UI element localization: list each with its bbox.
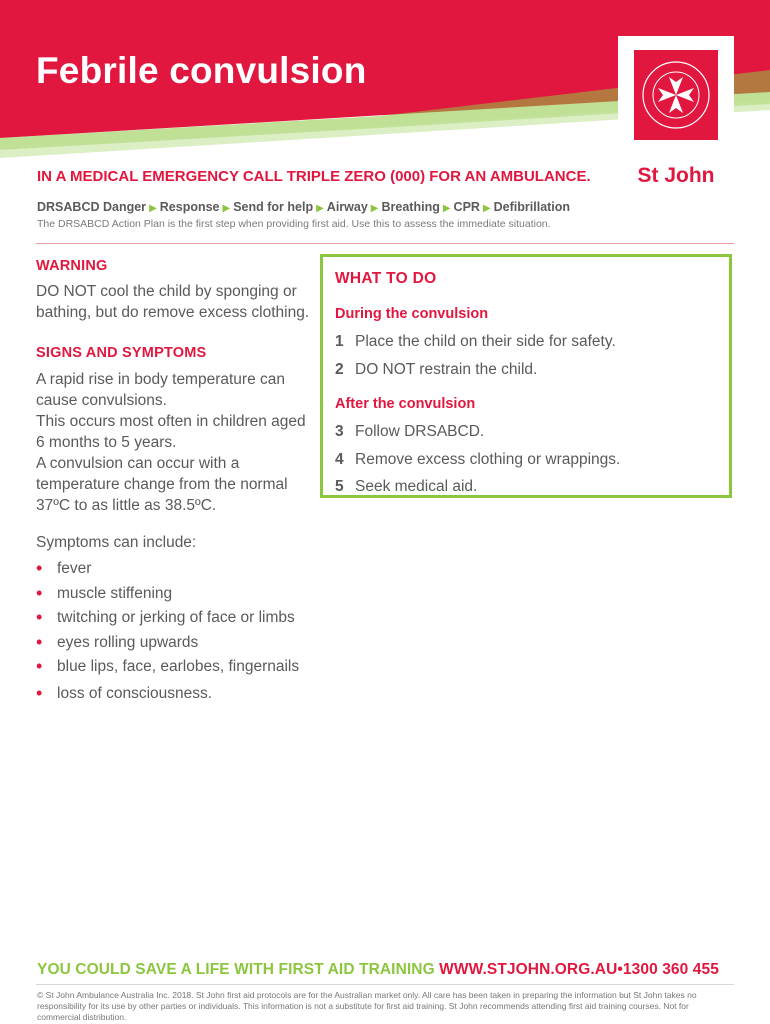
section-divider xyxy=(36,243,734,244)
drsabcd-step: Airway xyxy=(326,200,368,214)
action-step xyxy=(335,333,616,351)
signs-heading: SIGNS AND SYMPTOMS xyxy=(36,345,207,361)
drsabcd-plan xyxy=(37,200,570,214)
signs-paragraph: This occurs most often in children aged 6 months to 5 years. xyxy=(36,413,306,451)
website-link[interactable]: WWW.STJOHN.ORG.AU xyxy=(439,961,618,978)
symptom-list xyxy=(36,558,311,707)
action-step xyxy=(335,451,620,469)
footer-cta xyxy=(37,961,719,979)
separator-dot: • xyxy=(617,961,623,978)
page-title: Febrile convulsion xyxy=(36,50,367,91)
warning-heading: WARNING xyxy=(36,258,108,274)
footer-divider xyxy=(36,984,734,985)
signs-paragraph: A convulsion can occur with a temperature change from the normal 37ºC to as little as 38.5ºC. xyxy=(36,455,288,514)
step-number: 5 xyxy=(335,478,344,495)
left-column xyxy=(36,258,311,707)
arrow-right-icon: ▶ xyxy=(442,203,451,214)
what-to-do-heading: WHAT TO DO xyxy=(335,270,437,287)
logo-emblem xyxy=(634,50,718,140)
step-text: Place the child on their side for safety. xyxy=(355,333,616,350)
st-john-logo xyxy=(618,36,734,191)
bullet-icon: • xyxy=(36,582,43,603)
bullet-icon: • xyxy=(36,656,43,676)
step-number: 3 xyxy=(335,423,344,440)
arrow-right-icon: ▶ xyxy=(222,203,231,214)
arrow-right-icon: ▶ xyxy=(149,203,157,214)
arrow-right-icon: ▶ xyxy=(370,203,379,214)
bullet-icon: • xyxy=(36,558,43,578)
maltese-cross-icon xyxy=(634,50,718,140)
step-text: Remove excess clothing or wrappings. xyxy=(355,451,621,468)
signs-paragraph: A rapid rise in body temperature can cause convulsions. xyxy=(36,371,285,409)
action-step xyxy=(335,423,484,441)
bullet-icon: • xyxy=(36,607,43,627)
step-number: 1 xyxy=(335,333,344,350)
footer-disclaimer: © St John Ambulance Australia Inc. 2018. St John first aid protocols are for the Australian market only. All care has been taken in preparing the information but St John takes no responsibility for its use by other parties or individuals. This information is not a substitute for first aid training. St John recommends attending first aid training courses. Not for commercial distribution. xyxy=(37,990,697,1022)
step-number: 4 xyxy=(335,451,344,468)
list-item: • eyes rolling upwards xyxy=(36,631,199,652)
drsabcd-step: Breathing xyxy=(381,200,440,214)
drsabcd-step: CPR xyxy=(453,200,480,214)
warning-text: DO NOT cool the child by sponging or bathing, but do remove excess clothing. xyxy=(36,283,310,321)
during-heading: During the convulsion xyxy=(335,306,489,322)
bullet-icon: • xyxy=(36,631,43,652)
list-item: • fever xyxy=(36,558,92,578)
symptoms-intro: Symptoms can include: xyxy=(36,534,197,551)
step-number: 2 xyxy=(335,361,344,378)
arrow-right-icon: ▶ xyxy=(316,203,324,214)
step-text: Seek medical aid. xyxy=(355,478,478,495)
drsabcd-step: Response xyxy=(159,200,220,214)
drsabcd-step: Danger xyxy=(102,200,147,214)
list-item: • loss of consciousness. xyxy=(36,682,213,703)
list-item: • twitching or jerking of face or limbs xyxy=(36,607,295,627)
drsabcd-label: DRSABCD xyxy=(37,200,100,214)
action-step xyxy=(335,361,537,379)
action-step xyxy=(335,478,477,496)
what-to-do-box xyxy=(320,254,732,498)
arrow-right-icon: ▶ xyxy=(482,203,491,214)
list-item: • muscle stiffening xyxy=(36,582,173,603)
emergency-notice: IN A MEDICAL EMERGENCY CALL TRIPLE ZERO (000) FOR AN AMBULANCE. xyxy=(37,168,591,185)
drsabcd-step: Defibrillation xyxy=(493,200,571,214)
cta-text: YOU COULD SAVE A LIFE WITH FIRST AID TRAINING xyxy=(37,961,435,978)
step-text: Follow DRSABCD. xyxy=(355,423,485,440)
step-text: DO NOT restrain the child. xyxy=(355,361,538,378)
drsabcd-note: The DRSABCD Action Plan is the first step when providing first aid. Use this to assess the immediate situation. xyxy=(37,218,551,230)
phone-number[interactable]: 1300 360 455 xyxy=(622,961,719,978)
logo-wordmark: St John xyxy=(637,164,715,187)
bullet-icon: • xyxy=(36,682,43,703)
drsabcd-step: Send for help xyxy=(233,200,314,214)
after-heading: After the convulsion xyxy=(335,396,476,412)
list-item: • blue lips, face, earlobes, fingernails xyxy=(36,656,300,676)
